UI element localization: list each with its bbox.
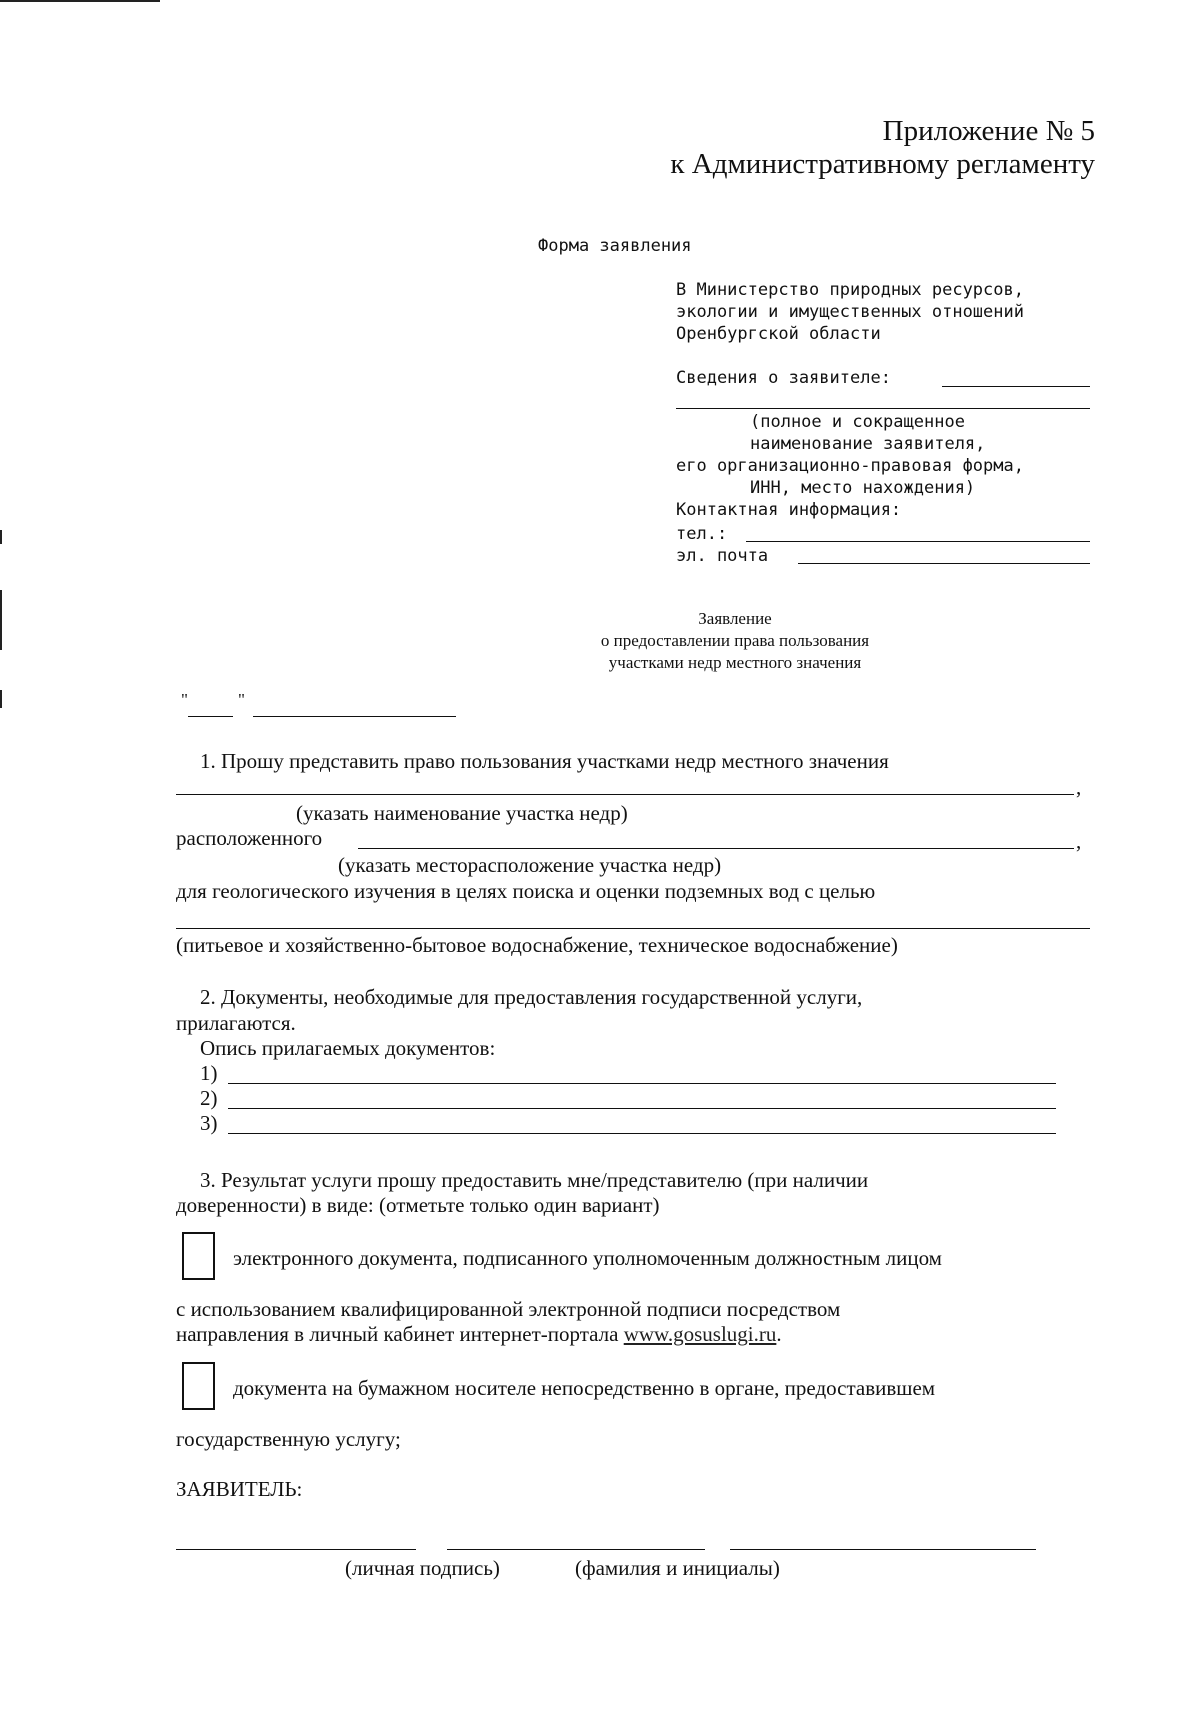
applicant-info-line-2[interactable] — [676, 408, 1090, 409]
applicant-info-label: Сведения о заявителе: — [676, 368, 891, 388]
date-quote-open: " — [181, 690, 188, 709]
title-line-2: о предоставлении права пользования — [600, 631, 870, 650]
phone-field[interactable] — [746, 541, 1090, 542]
option-electronic-text: электронного документа, подписанного уполномоченным должностным лицом — [233, 1246, 942, 1270]
addressee-line-1: В Министерство природных ресурсов, — [676, 280, 1024, 300]
personal-signature-hint: (личная подпись) — [345, 1556, 500, 1580]
option-electronic-cont-1: с использованием квалифицированной электронной подписи посредством — [176, 1297, 841, 1321]
signature-field-1[interactable] — [176, 1549, 416, 1550]
date-quote-close: " — [238, 690, 245, 709]
scan-mark-left-3 — [0, 690, 2, 708]
form-label: Форма заявления — [538, 236, 692, 256]
applicant-label: ЗАЯВИТЕЛЬ: — [176, 1477, 303, 1501]
located-label: расположенного — [176, 826, 323, 850]
inventory-item-3-number: 3) — [200, 1111, 218, 1135]
section2-line-2: прилагаются. — [176, 1011, 296, 1035]
section2-line-1: 2. Документы, необходимые для предоставления государственной услуги, — [200, 985, 863, 1009]
contact-info-label: Контактная информация: — [676, 500, 902, 520]
hint-purpose: (питьевое и хозяйственно-бытовое водоснабжение, техническое водоснабжение) — [176, 933, 898, 957]
addressee-line-3: Оренбургской области — [676, 324, 881, 344]
option-electronic-cont-2-suffix: . — [776, 1322, 782, 1346]
option-electronic-checkbox[interactable] — [182, 1232, 215, 1280]
section3-line-2: доверенности) в виде: (отметьте только один вариант) — [176, 1193, 660, 1217]
signature-field-2[interactable] — [447, 1549, 705, 1550]
gosuslugi-link[interactable]: www.gosuslugi.ru — [623, 1322, 777, 1346]
scan-mark-left-1 — [0, 530, 2, 544]
email-field[interactable] — [798, 563, 1090, 564]
option-paper-text: документа на бумажном носителе непосредственно в органе, предоставившем — [233, 1376, 936, 1400]
addressee-line-2: экологии и имущественных отношений — [676, 302, 1024, 322]
subsoil-plot-name-field[interactable] — [176, 794, 1074, 795]
applicant-hint-1: (полное и сокращенное — [750, 412, 965, 432]
inventory-item-2-field[interactable] — [228, 1108, 1056, 1109]
inventory-item-1-number: 1) — [200, 1061, 218, 1085]
scan-mark-top — [0, 0, 160, 2]
applicant-hint-3: его организационно-правовая форма, — [676, 456, 1024, 476]
date-day-field[interactable] — [188, 716, 233, 717]
hint-plot-location: (указать месторасположение участка недр) — [338, 853, 722, 877]
applicant-hint-2: наименование заявителя, — [750, 434, 986, 454]
section1-text: 1. Прошу представить право пользования участками недр местного значения — [200, 749, 889, 773]
hint-plot-name: (указать наименование участка недр) — [296, 801, 628, 825]
inventory-item-1-field[interactable] — [228, 1083, 1056, 1084]
applicant-hint-4: ИНН, место нахождения) — [750, 478, 976, 498]
purpose-field[interactable] — [176, 928, 1090, 929]
signature-field-3[interactable] — [730, 1549, 1036, 1550]
applicant-info-line-1[interactable] — [942, 386, 1090, 387]
title-line-1: Заявление — [698, 609, 772, 628]
section1-comma-1: , — [1076, 775, 1082, 799]
option-paper-cont: государственную услугу; — [176, 1427, 401, 1451]
inventory-item-3-field[interactable] — [228, 1133, 1056, 1134]
appendix-line-1: Приложение № 5 — [882, 115, 1095, 147]
option-paper-checkbox[interactable] — [182, 1362, 215, 1410]
phone-label: тел.: — [676, 524, 728, 544]
option-electronic-cont-2-prefix: направления в личный кабинет интернет-портала — [176, 1322, 619, 1346]
section1-comma-2: , — [1076, 829, 1082, 853]
appendix-line-2: к Административному регламенту — [670, 148, 1095, 180]
name-initials-hint: (фамилия и инициалы) — [575, 1556, 780, 1580]
title-line-3: участками недр местного значения — [608, 653, 862, 672]
purpose-text: для геологического изучения в целях поиска и оценки подземных вод с целью — [176, 879, 876, 903]
inventory-item-2-number: 2) — [200, 1086, 218, 1110]
subsoil-plot-location-field[interactable] — [358, 848, 1074, 849]
email-label: эл. почта — [676, 546, 769, 566]
inventory-label: Опись прилагаемых документов: — [200, 1036, 496, 1060]
section3-line-1: 3. Результат услуги прошу предоставить мне/представителю (при наличии — [200, 1168, 869, 1192]
option-electronic-cont-2 — [176, 1322, 782, 1347]
date-month-year-field[interactable] — [253, 716, 456, 717]
